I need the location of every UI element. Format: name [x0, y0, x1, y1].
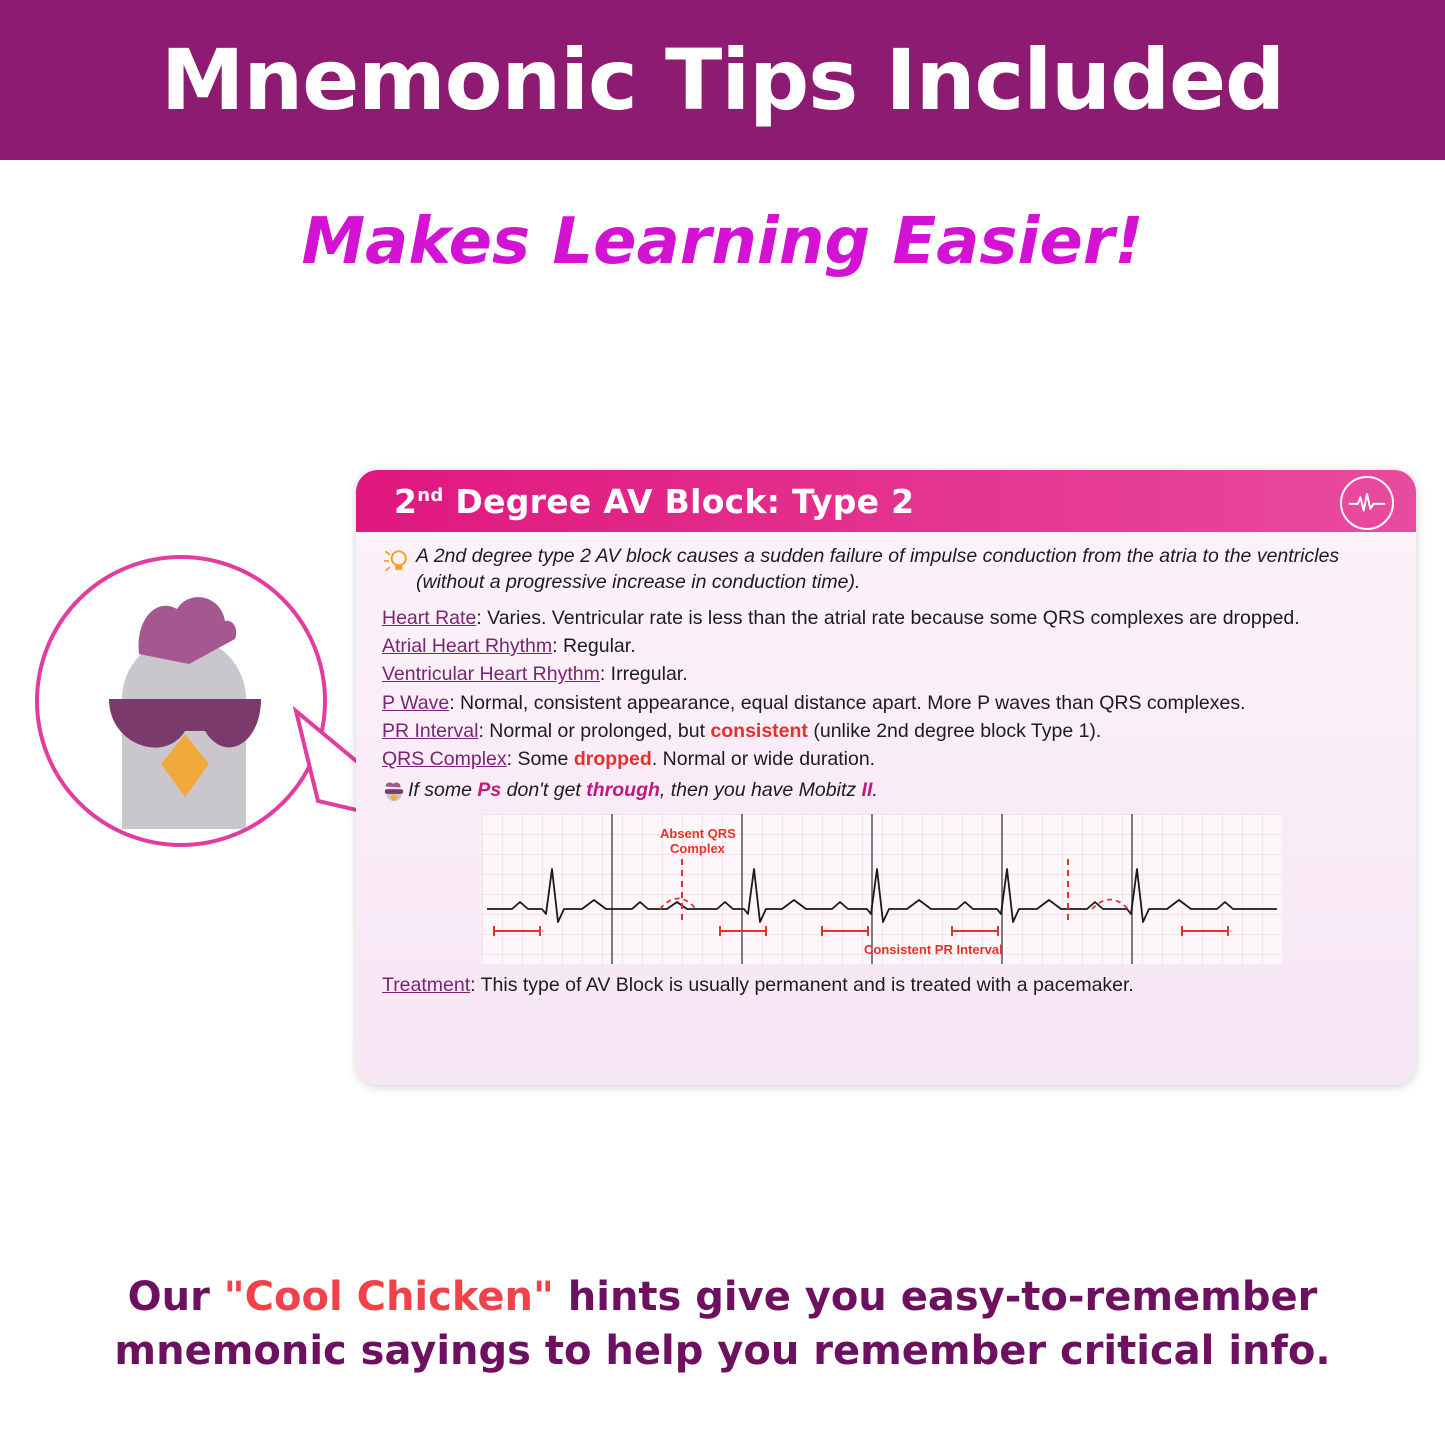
row-label: QRS Complex — [382, 748, 507, 771]
row-text-after: (unlike 2nd degree block Type 1). — [807, 720, 1102, 743]
mnemonic-word-3: II — [861, 778, 873, 801]
mnemonic-line — [382, 779, 1394, 808]
ecg-annotation-absent-qrs: Absent QRS — [660, 825, 736, 841]
treatment-label: Treatment — [382, 973, 471, 996]
cool-chicken-callout — [35, 555, 325, 845]
treatment-text: : This type of AV Block is usually permanent and is treated with a pacemaker. — [470, 973, 1134, 996]
row-text-before: : Normal or prolonged, but — [478, 720, 711, 743]
definition-text: A 2nd degree type 2 AV block causes a sudden failure of impulse conduction from the atria to the ventricles (without a progressive increase in conduction time). — [416, 545, 1340, 593]
row-label: Atrial Heart Rhythm — [382, 635, 553, 658]
mnemonic-pre: If some — [408, 778, 478, 801]
row-heart-rate — [382, 605, 1394, 632]
mnemonic-word-2: through — [586, 778, 660, 801]
row-emphasis: consistent — [710, 720, 808, 743]
top-banner — [0, 0, 1445, 160]
card-header — [356, 470, 1416, 532]
svg-text:Complex: Complex — [670, 840, 725, 856]
mnemonic-mid: don't get — [501, 778, 587, 801]
row-label: Heart Rate — [382, 606, 477, 629]
row-emphasis: dropped — [573, 748, 652, 771]
mnemonic-text — [408, 779, 878, 802]
row-text: : Regular. — [552, 635, 636, 658]
card-title — [394, 482, 914, 521]
card-body — [356, 532, 1416, 997]
row-p-wave — [382, 690, 1394, 717]
mnemonic-post: , then you have Mobitz — [659, 778, 862, 801]
banner-headline: Mnemonic Tips Included — [160, 31, 1285, 129]
row-ventricular-rhythm — [382, 661, 1394, 688]
row-atrial-rhythm — [382, 633, 1394, 660]
mnemonic-word-1: Ps — [477, 778, 502, 801]
definition-tip — [382, 544, 1394, 596]
row-label: Ventricular Heart Rhythm — [382, 663, 600, 686]
row-label: PR Interval — [382, 720, 479, 743]
mnemonic-end: . — [872, 778, 878, 801]
row-text: : Irregular. — [599, 663, 688, 686]
ecg-annotation-consistent-pr: Consistent PR Interval — [864, 941, 1003, 957]
bottom-caption-line1-c: hints give you easy-to-remember — [553, 1274, 1318, 1320]
cool-chicken-icon — [382, 782, 408, 808]
row-text: : Normal, consistent appearance, equal distance apart. More P waves than QRS complexes. — [449, 691, 1246, 714]
ecg-reference-card — [356, 470, 1416, 1085]
row-text-after: . Normal or wide duration. — [651, 748, 876, 771]
lightbulb-icon — [382, 546, 416, 584]
card-title-prefix: 2 — [394, 481, 418, 521]
row-text: : Varies. Ventricular rate is less than the atrial rate because some QRS complexes are dropped. — [476, 606, 1300, 629]
row-label: P Wave — [382, 691, 450, 714]
row-qrs-complex — [382, 746, 1394, 773]
row-pr-interval — [382, 718, 1394, 745]
cool-chicken-avatar — [35, 555, 327, 847]
row-text-before: : Some — [506, 748, 574, 771]
card-title-main: Degree AV Block: Type 2 — [455, 481, 915, 521]
bottom-caption-line1 — [0, 1270, 1445, 1324]
card-title-sup: nd — [417, 484, 444, 506]
cool-chicken-icon — [39, 559, 323, 843]
bottom-caption-cool-chicken: "Cool Chicken" — [223, 1274, 554, 1320]
ecg-strip — [482, 814, 1282, 964]
bottom-caption-line1-a: Our — [127, 1274, 224, 1320]
bottom-caption — [0, 1270, 1445, 1378]
row-treatment — [382, 974, 1394, 997]
ecg-waveform-icon — [1340, 476, 1394, 530]
bottom-caption-line2: mnemonic sayings to help you remember critical info. — [114, 1328, 1331, 1374]
subheadline: Makes Learning Easier! — [301, 205, 1144, 279]
